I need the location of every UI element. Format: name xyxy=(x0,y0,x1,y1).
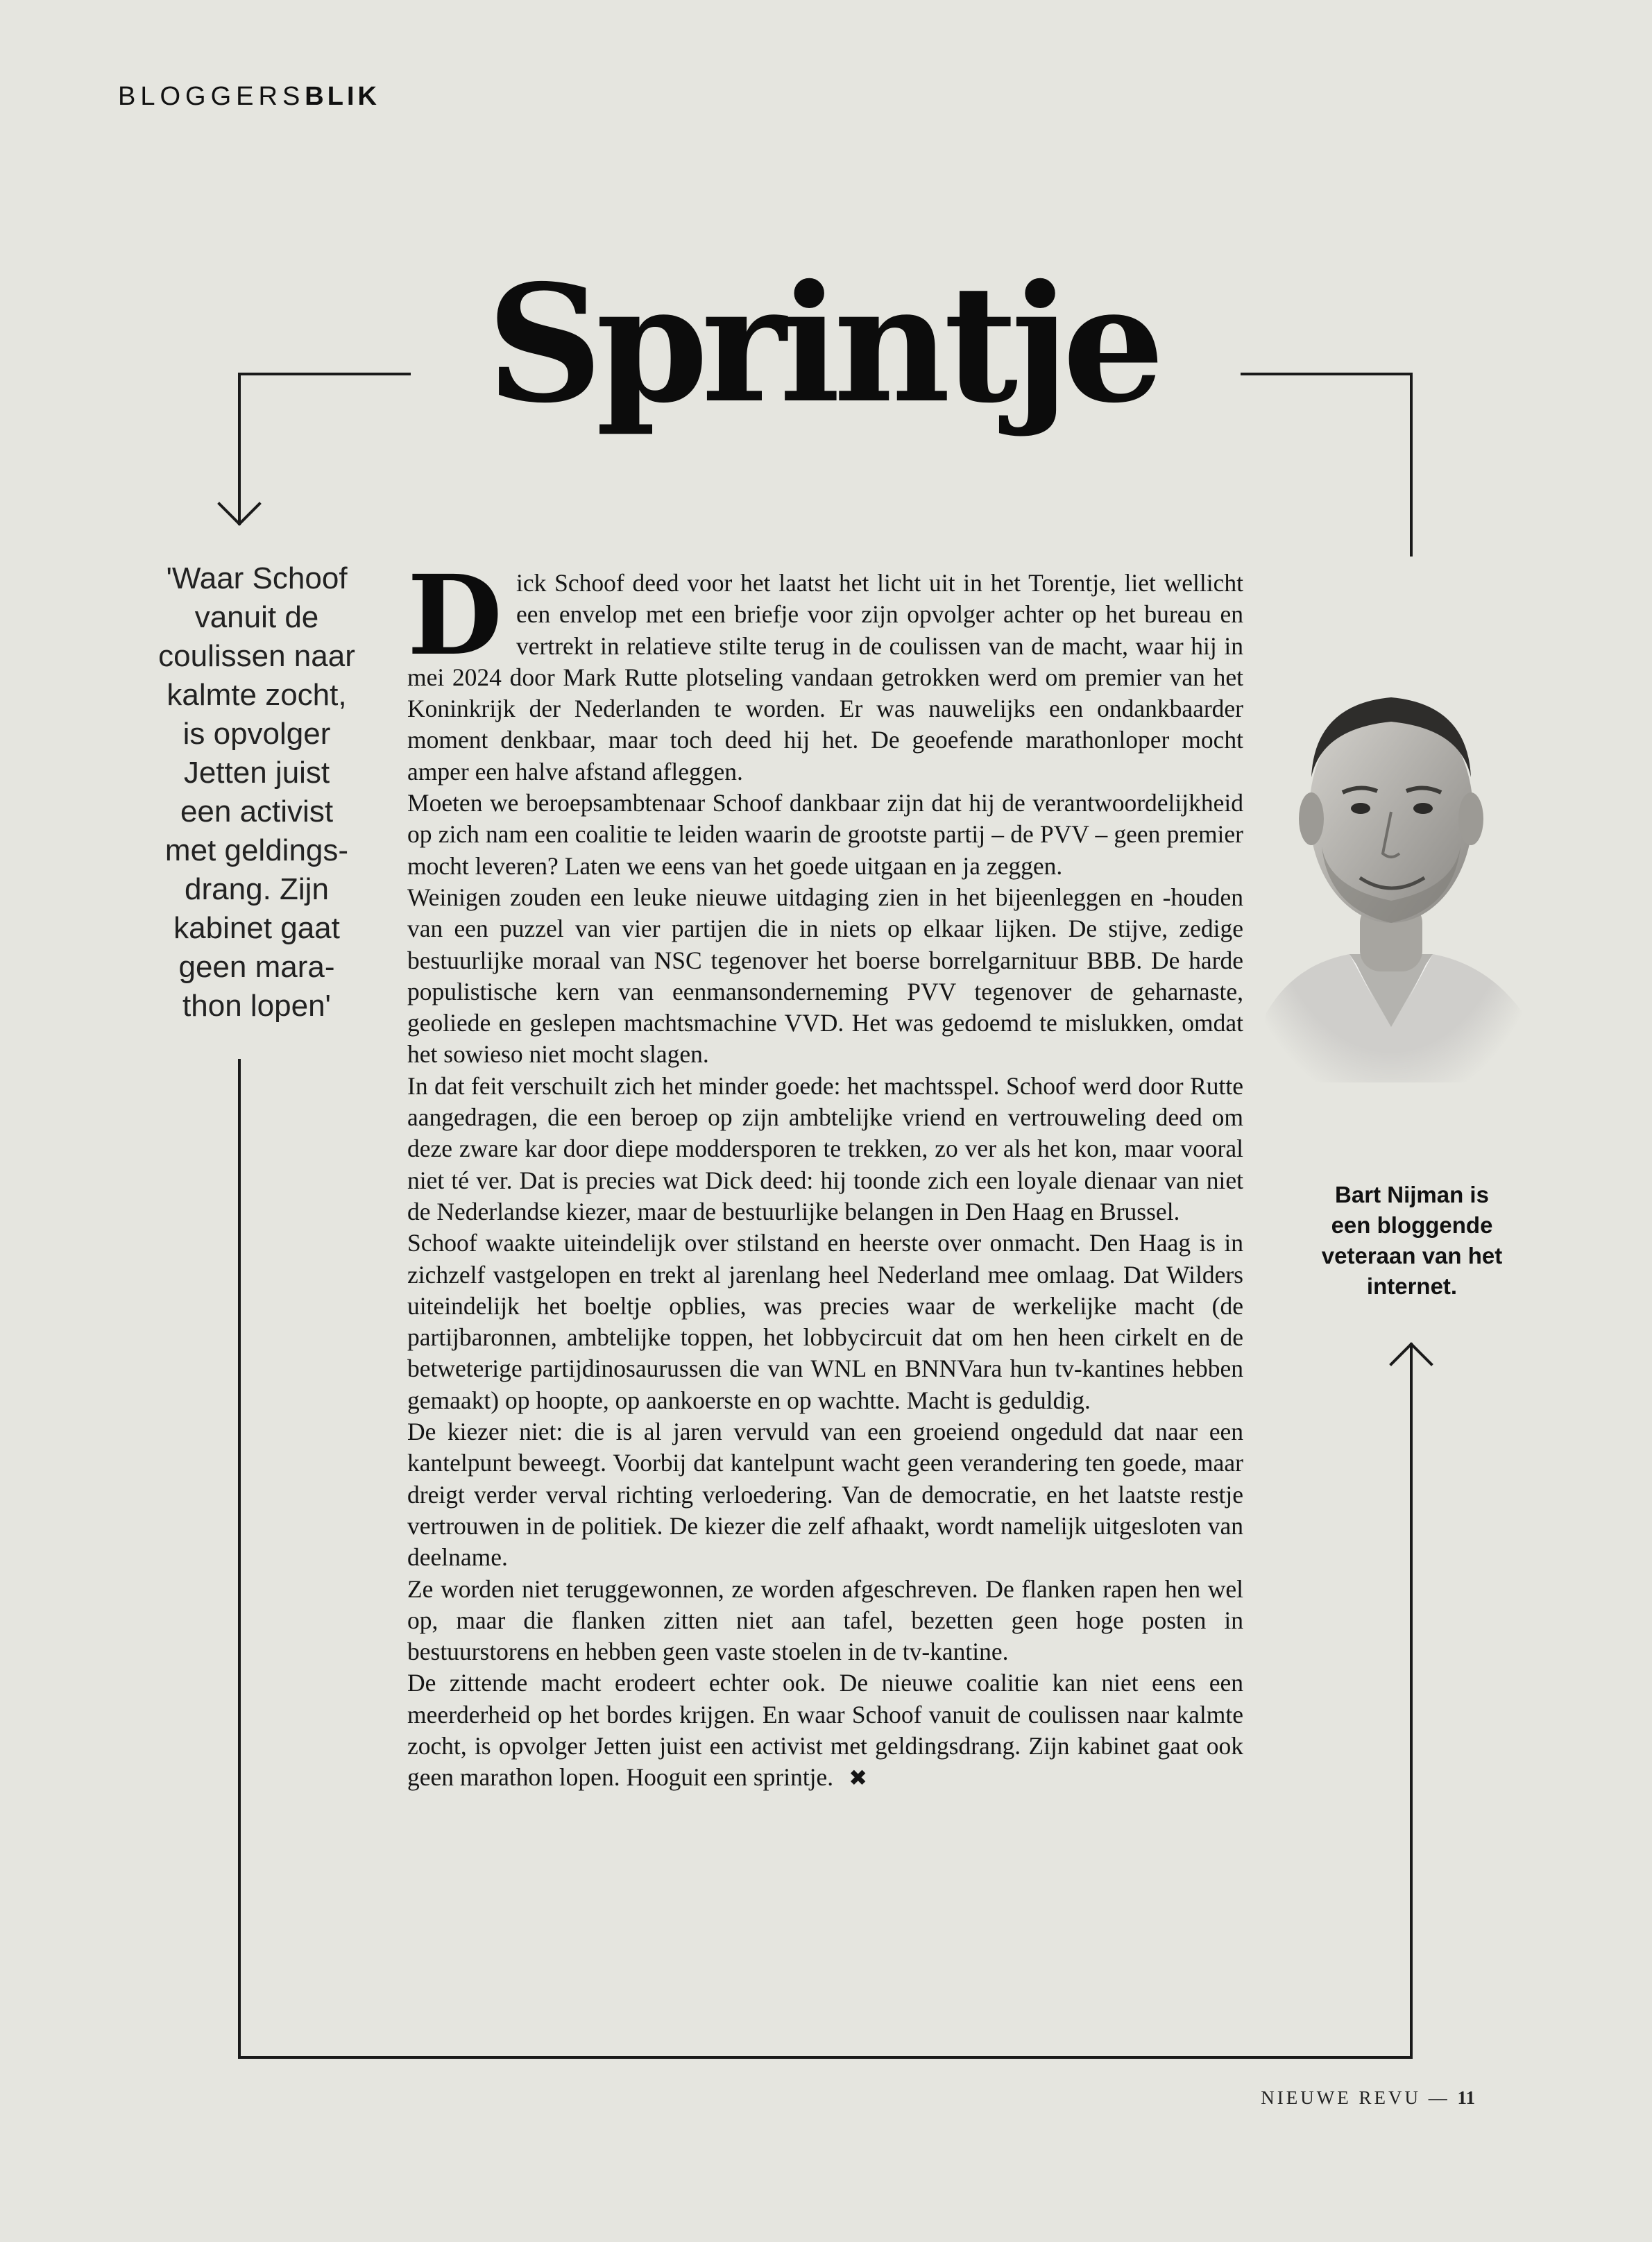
page-number: 11 xyxy=(1457,2087,1475,2108)
section-label-light: BLOGGERS xyxy=(118,82,305,111)
paragraph-8: De zittende macht erodeert echter ook. De nieuwe coalitie kan niet eens een meerderheid op het bordes krijgen. En waar Schoof vanuit de coulissen naar kalmte zocht, is opvolger Jetten juist een activist met geldingsdrang. Zijn kabinet gaat ook geen marathon lopen. Hooguit een sprintje. ✖ xyxy=(407,1669,1243,1792)
paragraph-6: De kiezer niet: die is al jaren vervuld van een groeiend ongeduld dat naar een kantelpunt beweegt. Voorbij dat kantelpunt wacht geen verandering ten goede, maar dreigt verder verval richting verloedering. Van de democratie, en het laatste restje vertrouwen in de politiek. De kiezer die zelf afhaakt, wordt namelijk uitgesloten van deelname. xyxy=(407,1418,1243,1572)
page-footer xyxy=(1261,2087,1475,2109)
frame-top-left-line xyxy=(239,374,409,524)
paragraph-2: Moeten we beroepsambtenaar Schoof dankbaar zijn dat hij de verantwoordelijkheid op zich nam een coalitie te leiden waarin de grootste partij – de PVV – geen premier mocht leveren? Laten we eens van het goede uitgaan en ja zeggen. xyxy=(407,789,1243,880)
frame-top-right-line xyxy=(1242,374,1411,555)
author-photo xyxy=(1245,638,1537,1082)
end-mark-icon: ✖ xyxy=(849,1765,867,1792)
section-label-bold: BLIK xyxy=(305,82,380,111)
article-title: Sprintje xyxy=(486,249,1158,439)
pullquote: 'Waar Schoof vanuit de coulissen naar kalmte zocht, is opvolger Jetten juist een activist met geldings- drang. Zijn kabinet gaat geen mara- thon lopen' xyxy=(158,561,355,1023)
author-bio: Bart Nijman is een bloggende veteraan van het internet. xyxy=(1321,1182,1503,1299)
publication-name: NIEUWE REVU — xyxy=(1261,2087,1450,2108)
paragraph-7: Ze worden niet teruggewonnen, ze worden afgeschreven. De flanken rapen hen wel op, maar die flanken zitten niet aan tafel, bezetten geen hoge posten in bestuurstorens en hebben geen vaste stoelen in de tv-kantine. xyxy=(407,1574,1243,1666)
article-body xyxy=(407,552,1243,1794)
paragraph-1: Dick Schoof deed voor het laatst het licht uit in het Torentje, liet wellicht een envelop met een briefje voor zijn opvolger achter op het bureau en vertrekt in relatieve stilte terug in de coulissen van de macht, waar hij in mei 2024 door Mark Rutte plotseling vandaan getrokken werd om premier van het Koninkrijk der Nederlanden te worden. Er was nauwelijks een ondankbaarder moment denkbaar, maar toch deed hij het. De geoefende marathonloper mocht amper een halve afstand afleggen. xyxy=(407,552,1243,785)
paragraph-3: Weinigen zouden een leuke nieuwe uitdaging zien in het bijeenleggen en -houden van een puzzel van vier partijen die in niets op elkaar lijken. De stijve, zedige bestuurlijke moraal van NSC tegenover het boerse borrelgarnituur BBB. De harde populistische kern van eenmansonderneming PVV tegenover de geharnaste, geoliede en geslepen machtsmachine VVD. Het was gedoemd te mislukken, omdat het sowieso niet mocht slagen. xyxy=(407,883,1243,1069)
drop-cap: D xyxy=(407,552,503,680)
paragraph-5: Schoof waakte uiteindelijk over stilstand en heerste over onmacht. Den Haag is in zichzelf vastgelopen en trekt al jarenlang heel Nederland mee omlaag. Dat Wilders uiteindelijk het boeltje opblies, was precies waar de werkelijke macht (de partijbaronnen, ambtelijke toppen, het lobbycircuit dat om hen heen cirkelt en de betweterige partijdinosaurussen die van WNL en BNNVara hun tv-kantines hebben gemaakt) op hoopte, op aankoerste en op wachtte. Macht is geduldig. xyxy=(407,1229,1243,1414)
paragraph-4: In dat feit verschuilt zich het minder goede: het machtsspel. Schoof werd door Rutte aangedragen, die een beroep op zijn ambtelijke vriend en vertrouweling deed om deze zware kar door diepe moddersporen te trekken, zo ver als het kon, maar vooral niet té ver. Dat is precies wat Dick deed: hij toonde zich een loyale dienaar van niet de Nederlandse kiezer, maar de bestuurlijke belangen in Den Haag en Brussel. xyxy=(407,1071,1243,1225)
